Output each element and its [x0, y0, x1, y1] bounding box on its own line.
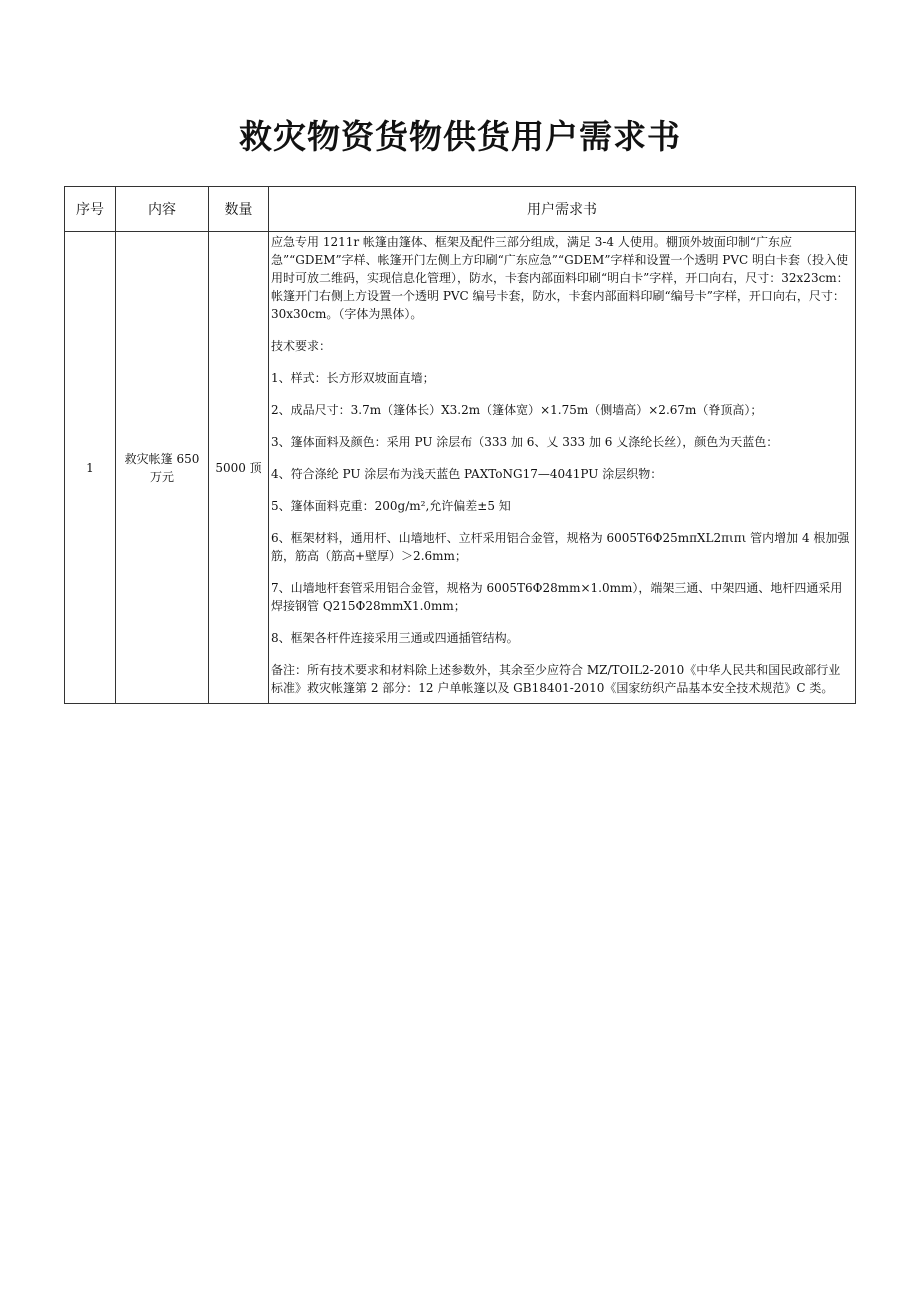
requirement-remark: 备注：所有技术要求和材料除上述参数外，其余至少应符合 MZ/TOIL2-2010《中华人民共和国民政部行业标准》救灾帐篷第 2 部分：12 户单帐篷以及 GB18401-2010《国家纺织产品基本安全技术规范》C 类。 — [271, 663, 841, 695]
table-header-row — [65, 187, 856, 232]
technical-requirements-heading: 技术要求： — [271, 339, 332, 353]
cell-content: 救灾帐篷 650万元 — [116, 232, 209, 704]
requirement-item-1: 1、样式：长方形双坡面直墙； — [271, 371, 435, 385]
requirement-item-8: 8、框架各杆件连接采用三通或四通插管结构。 — [271, 631, 519, 645]
requirement-item-2: 2、成品尺寸：3.7m（篷体长）X3.2m（篷体宽）×1.75m（侧墙高）×2.67m（脊顶高）； — [271, 403, 763, 417]
header-requirements: 用户需求书 — [269, 187, 856, 232]
requirements-table — [64, 186, 856, 704]
document-title: 救灾物资货物供货用户需求书 — [239, 117, 681, 156]
requirement-item-7: 7、山墙地杆套管采用铝合金管，规格为 6005T6Φ28mm×1.0mm），端架三通、中架四通、地杆四通采用焊接钢管 Q215Φ28mmX1.0mm； — [271, 581, 843, 613]
header-no: 序号 — [65, 187, 116, 232]
requirement-item-6: 6、框架材料，通用杆、山墙地杆、立杆采用铝合金管，规格为 6005T6Φ25mπXL2πιπι 管内增加 4 根加强筋，筋高（筋高+壁厚）＞2.6mm； — [271, 531, 850, 563]
requirement-item-4: 4、符合涤纶 PU 涂层布为浅天蓝色 PAXToNG17—4041PU 涂层织物： — [271, 467, 663, 481]
requirement-item-3: 3、篷体面料及颜色：采用 PU 涂层布（333 加 6、乂 333 加 6 乂涤纶长丝），颜色为天蓝色： — [271, 435, 779, 449]
cell-no: 1 — [65, 232, 116, 704]
requirement-item-5: 5、篷体面料克重：200g∕m²,允许偏差±5 知 — [271, 499, 511, 513]
header-content: 内容 — [116, 187, 209, 232]
header-quantity: 数量 — [209, 187, 269, 232]
cell-quantity: 5000 顶 — [209, 232, 269, 704]
table-row — [65, 232, 856, 704]
requirement-intro: 应急专用 1211r 帐篷由篷体、框架及配件三部分组成，满足 3-4 人使用。棚顶外坡面印制“广东应急”“GDEM”字样、帐篷开门左侧上方印刷“广东应急”“GDEM”字样和设置一个透明 PVC 明白卡套（投入使用时可放二维码，实现信息化管理），防水，卡套内部面料印刷“明白卡”字样，开口向右，尺寸：32x23cm：帐篷开门右侧上方设置一个透明 PVC 编号卡套，防水，卡套内部面料印刷“编号卡”字样，开口向右，尺寸：30x30cm。（字体为黑体）。 — [271, 235, 849, 321]
cell-requirements — [269, 232, 856, 704]
